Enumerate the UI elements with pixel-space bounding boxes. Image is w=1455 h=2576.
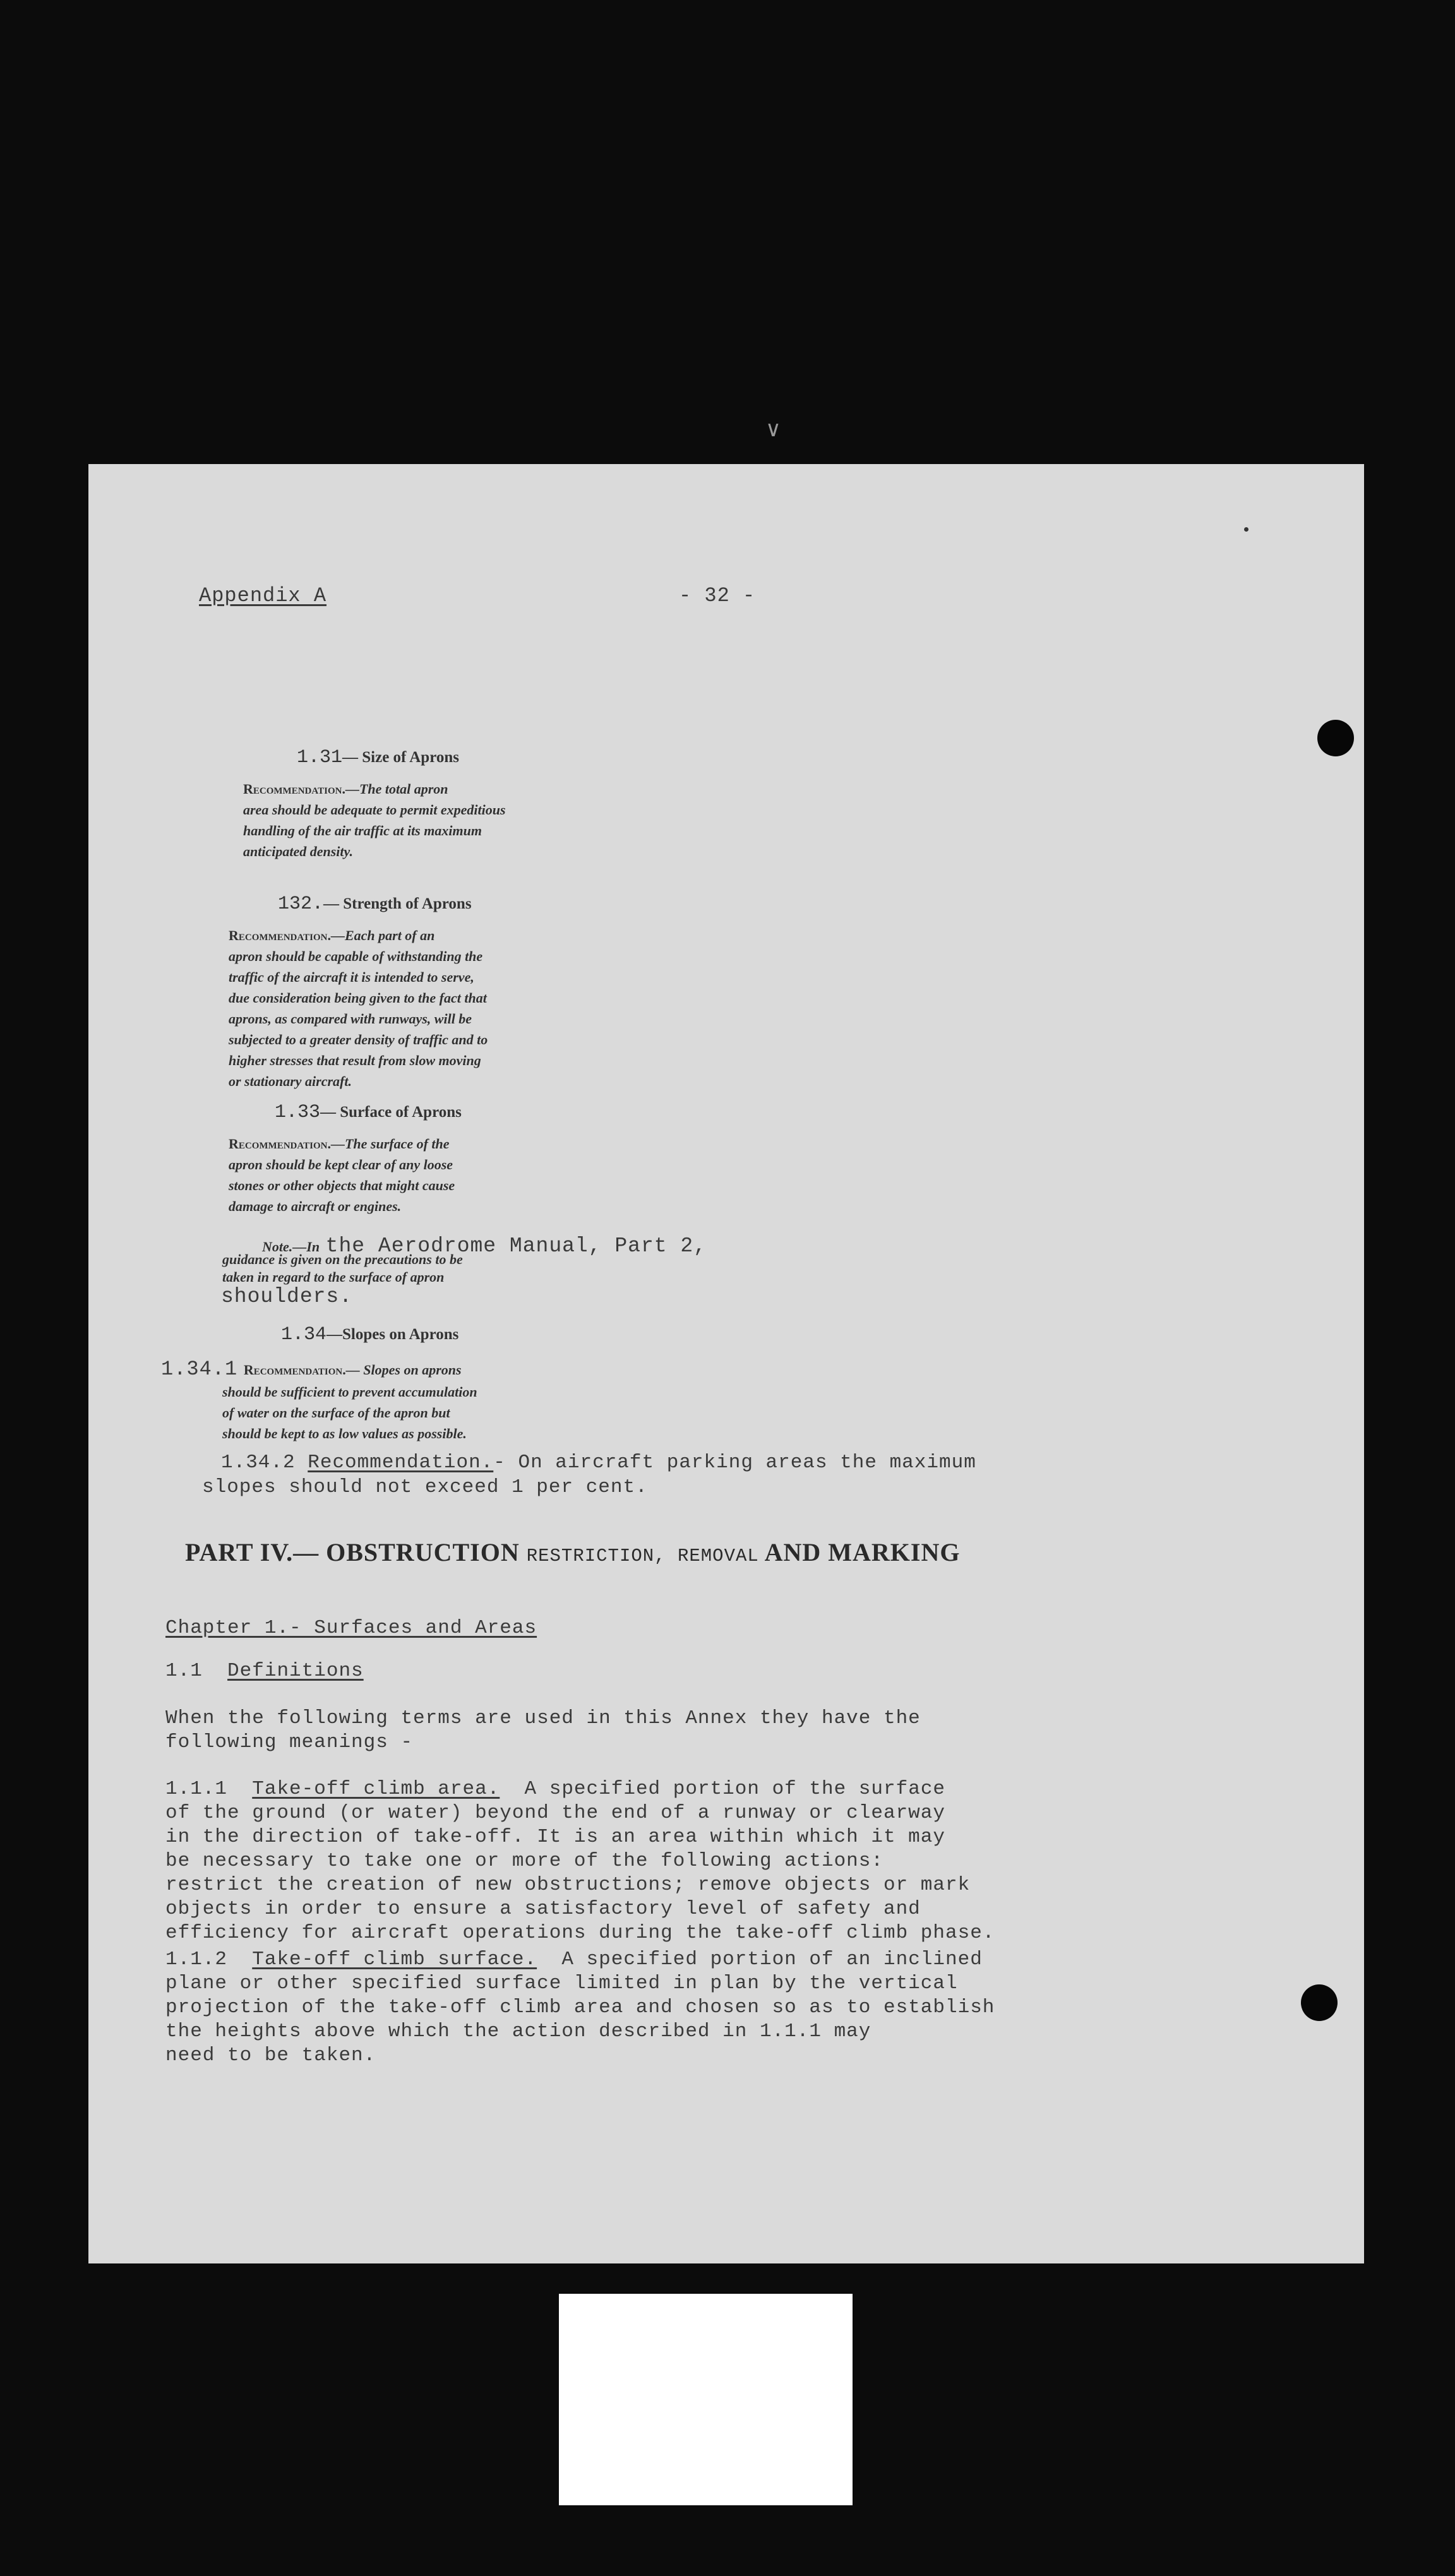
text-line: guidance is given on the precautions to be (222, 1251, 463, 1267)
text-line: A specified portion of an inclined (561, 1948, 983, 1971)
text-line: anticipated density. (243, 844, 353, 859)
definitions-intro (165, 1707, 921, 1755)
speck (1244, 527, 1248, 532)
text-line: due consideration being given to the fact that (229, 990, 487, 1006)
text-line: When the following terms are used in this Annex they have the (165, 1707, 921, 1729)
text-line: taken in regard to the surface of apron (222, 1269, 445, 1285)
text-line: —Each part of an (330, 927, 435, 943)
definition-1-1-2 (165, 1948, 995, 2068)
text-line: —The total apron (345, 781, 448, 797)
note-typed-text: the Aerodrome Manual, Part 2, (325, 1234, 707, 1258)
film-scan-mark: ∨ (765, 417, 781, 442)
text-line: slopes should not exceed 1 per cent. (202, 1476, 648, 1498)
recommendation-1-31 (243, 778, 506, 862)
white-label-slip (559, 2294, 853, 2505)
text-line: handling of the air traffic at its maximum (243, 823, 482, 838)
recommendation-1-32 (229, 925, 488, 1092)
text-line: of the ground (or water) beyond the end of a runway or clearway (165, 1802, 945, 1824)
section-number: 1.34 (281, 1324, 327, 1345)
definitions-heading (165, 1659, 364, 1683)
text-line: restrict the creation of new obstructions; remove objects or mark (165, 1874, 971, 1896)
text-line: subjected to a greater density of traffic and to (229, 1032, 488, 1047)
text-line: of water on the surface of the apron but (222, 1405, 450, 1421)
text-line: need to be taken. (165, 2044, 376, 2066)
chapter-heading: Chapter 1.- Surfaces and Areas (165, 1617, 537, 1639)
text-line: in the direction of take-off. It is an area within which it may (165, 1826, 945, 1848)
text-line: aprons, as compared with runways, will be (229, 1011, 472, 1027)
text-line: or stationary aircraft. (229, 1073, 352, 1089)
section-title: — Strength of Aprons (323, 895, 472, 912)
section-title: — Size of Aprons (342, 749, 459, 766)
text-line: —The surface of the (330, 1136, 450, 1152)
text-line: be necessary to take one or more of the following actions: (165, 1850, 883, 1872)
part-heading-c: AND MARKING (764, 1538, 961, 1566)
part-heading-a: PART IV.— OBSTRUCTION (185, 1538, 520, 1566)
page-number: - 32 - (679, 584, 756, 607)
text-line: apron should be kept clear of any loose (229, 1157, 453, 1172)
paragraph-number: 1.1.1 (165, 1778, 228, 1800)
definition-term: Take-off climb area. (252, 1778, 500, 1800)
text-line: plane or other specified surface limited in plan by the vertical (165, 1972, 958, 1995)
text-line: A specified portion of the surface (524, 1778, 946, 1800)
text-line: — Slopes on aprons (345, 1362, 462, 1378)
section-title: — Surface of Aprons (320, 1104, 462, 1121)
section-heading-1-31 (297, 747, 459, 768)
text-line: area should be adequate to permit expeditious (243, 802, 506, 818)
definition-term: Take-off climb surface. (252, 1948, 537, 1971)
text-line: should be kept to as low values as possible. (222, 1426, 467, 1441)
text-line: objects in order to ensure a satisfactory level of safety and (165, 1898, 921, 1920)
note-lead: Note.—In (262, 1239, 320, 1255)
recommendation-label: Recommendation. (243, 1362, 346, 1378)
text-line: projection of the take-off climb area and chosen so as to establish (165, 1996, 995, 2018)
text-line: apron should be capable of withstanding the (229, 948, 483, 964)
text-line: should be sufficient to prevent accumulation (222, 1384, 477, 1400)
document-page (88, 464, 1364, 2263)
note-typed-text: shoulders. (221, 1285, 353, 1308)
recommendation-label: Recommendation. (229, 927, 331, 943)
punch-hole-bottom (1301, 1984, 1338, 2021)
section-title: Definitions (227, 1660, 364, 1682)
part-heading (185, 1537, 960, 1567)
section-heading-1-32 (278, 893, 472, 915)
paragraph-number: 1.1.2 (165, 1948, 228, 1971)
section-heading-1-34 (281, 1324, 458, 1345)
section-number: 1.33 (275, 1102, 321, 1123)
part-heading-b: RESTRICTION, REMOVAL (526, 1546, 759, 1566)
note-printed-text (222, 1251, 463, 1286)
recommendation-label: Recommendation. (308, 1452, 494, 1474)
subsection-number: 1.34.1 (161, 1357, 238, 1381)
text-line: stones or other objects that might cause (229, 1178, 455, 1193)
subsection-1-34-1 (161, 1357, 462, 1381)
recommendation-label: Recommendation. (229, 1136, 331, 1152)
section-number: 1.1 (165, 1660, 203, 1682)
text-line: damage to aircraft or engines. (229, 1198, 402, 1214)
section-heading-1-33 (275, 1102, 462, 1123)
text-line: the heights above which the action described in 1.1.1 may (165, 2020, 871, 2042)
section-title: —Slopes on Aprons (326, 1326, 459, 1343)
definition-1-1-1 (165, 1777, 995, 1945)
text-line: higher stresses that result from slow moving (229, 1052, 481, 1068)
section-number: 132. (278, 893, 324, 915)
text-line: efficiency for aircraft operations during the take-off climb phase. (165, 1922, 995, 1944)
recommendation-1-33 (229, 1133, 455, 1217)
text-line: traffic of the aircraft it is intended to serve, (229, 969, 474, 985)
recommendation-label: Recommendation. (243, 781, 345, 797)
punch-hole-top (1317, 720, 1354, 756)
paragraph-number: 1.34.2 (221, 1452, 296, 1474)
text-line: following meanings - (165, 1731, 414, 1753)
recommendation-1-34-1 (222, 1381, 477, 1444)
section-number: 1.31 (297, 747, 343, 768)
text-line: - On aircraft parking areas the maximum (493, 1452, 976, 1474)
appendix-label: Appendix A (199, 584, 327, 607)
paragraph-1-34-2 (221, 1451, 976, 1475)
